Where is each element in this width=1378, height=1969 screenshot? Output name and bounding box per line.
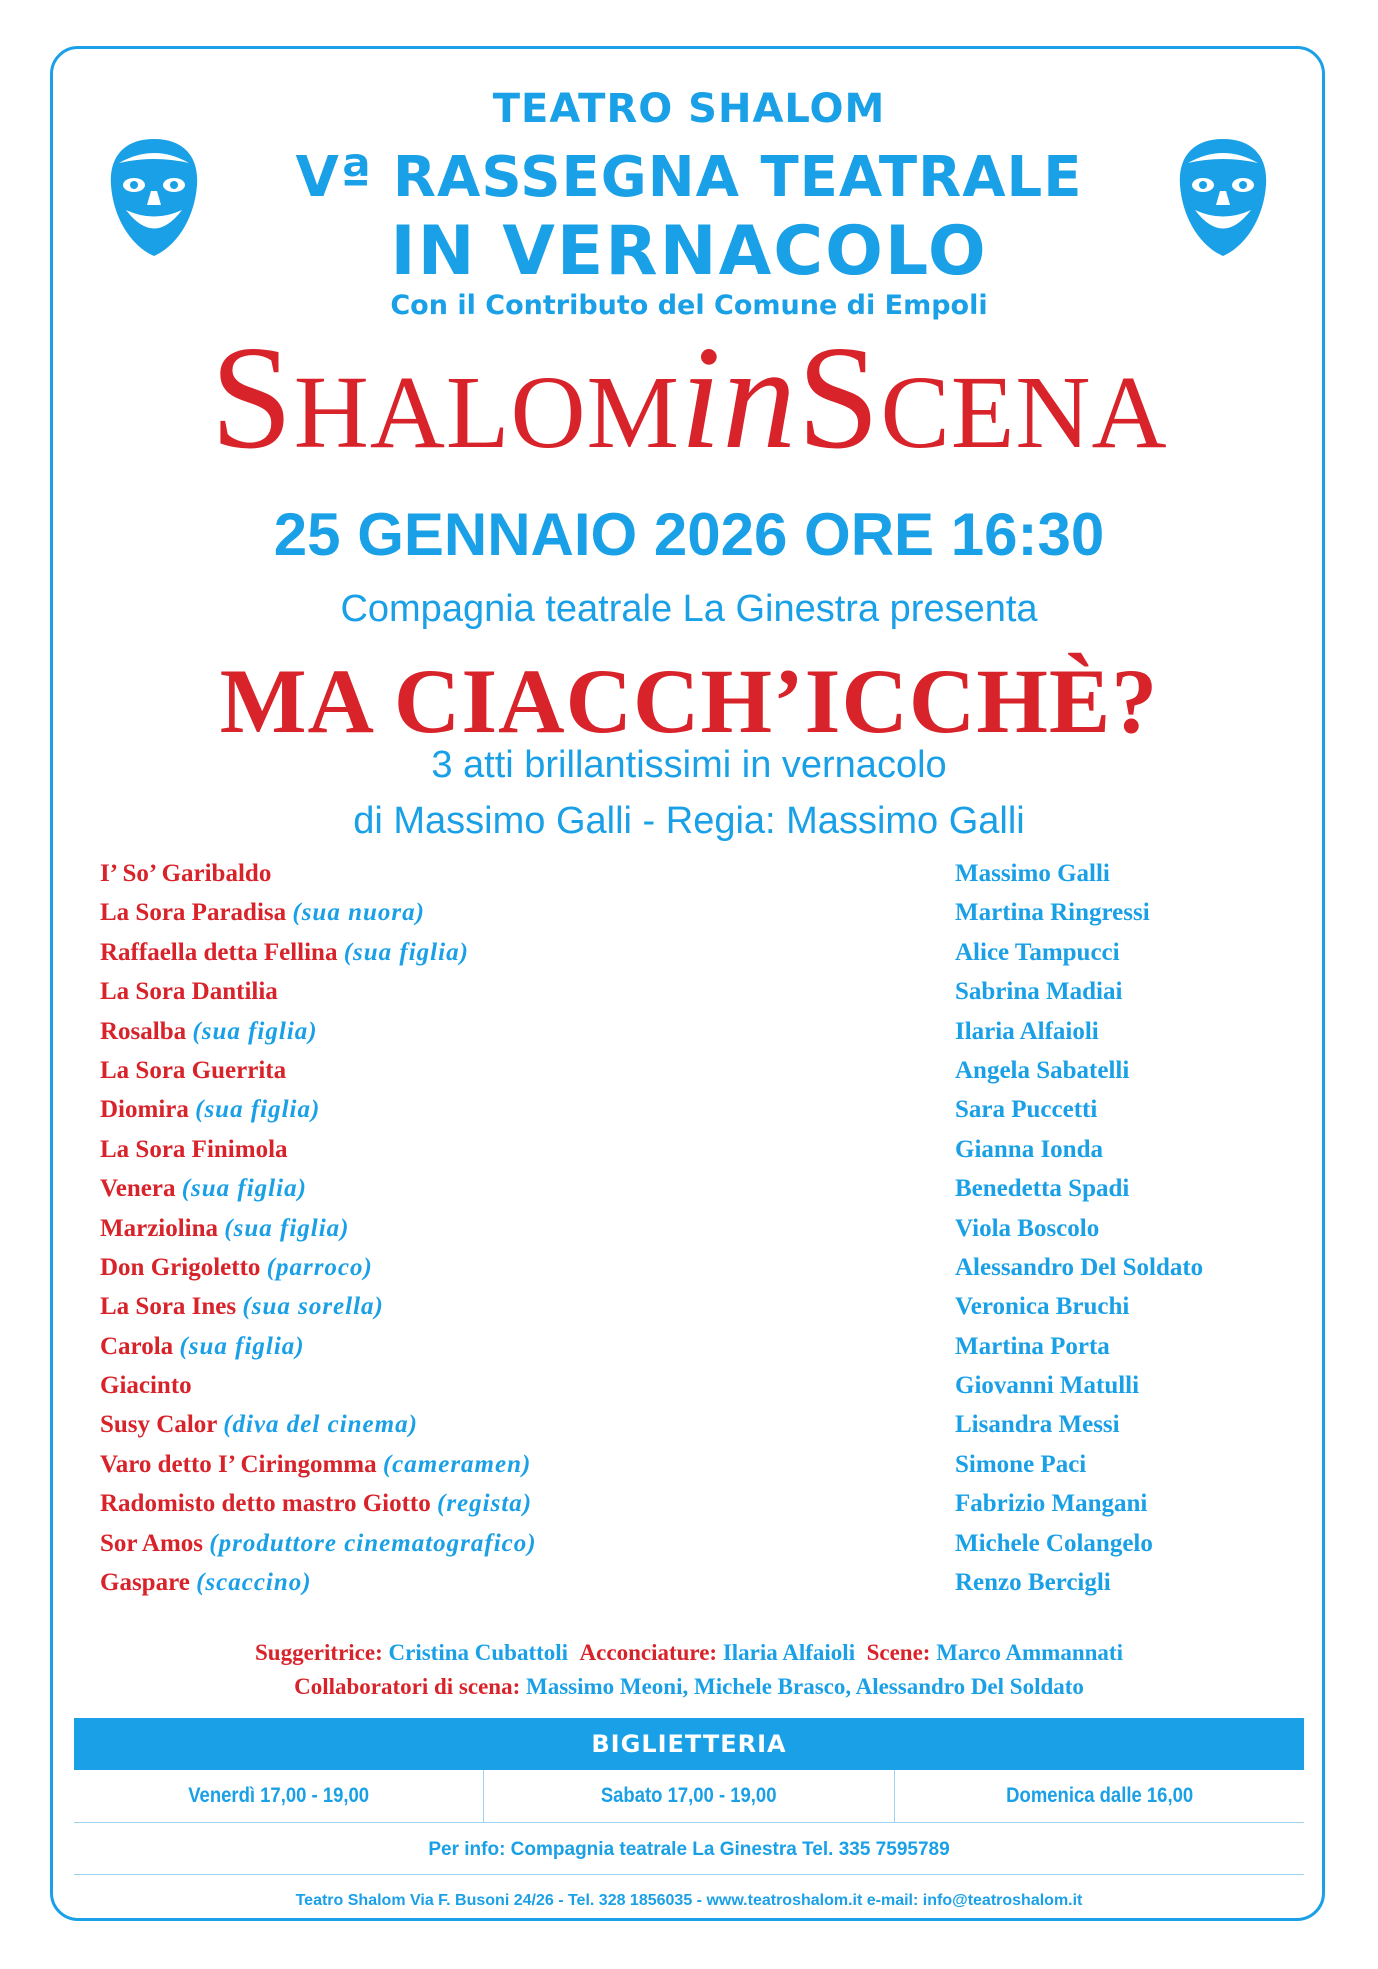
character-label: I’ So’ Garibaldo xyxy=(100,860,272,887)
character-label: Susy Calor xyxy=(100,1411,217,1439)
theater-name: TEATRO SHALOM xyxy=(492,86,886,132)
character-name xyxy=(100,1136,288,1164)
character-note: (cameramen) xyxy=(382,1450,532,1478)
cast-list xyxy=(100,860,1280,1608)
actor-name: Sabrina Madiai xyxy=(955,978,1123,1006)
character-label: Raffaella detta Fellina xyxy=(100,938,338,966)
play-author: di Massimo Galli - Regia: Massimo Galli xyxy=(353,800,1025,842)
divider xyxy=(894,1770,895,1822)
actor-name: Massimo Galli xyxy=(955,860,1110,887)
character-name xyxy=(100,1057,286,1085)
hours-sunday: Domenica dalle 16,00 xyxy=(1005,1784,1193,1807)
character-name xyxy=(100,1293,384,1321)
character-label: La Sora Finimola xyxy=(100,1135,288,1163)
play-subtitle: 3 atti brillantissimi in vernacolo xyxy=(431,744,947,786)
event-logo xyxy=(0,318,1378,478)
box-office-header: BIGLIETTERIA xyxy=(74,1718,1304,1770)
character-note: (parroco) xyxy=(266,1253,373,1281)
character-note: (sua figlia) xyxy=(181,1175,307,1203)
character-label: La Sora Guerrita xyxy=(100,1056,287,1084)
event-date: 25 GENNAIO 2026 ORE 16:30 xyxy=(273,501,1105,568)
actor-name: Martina Ringressi xyxy=(955,899,1150,927)
character-label: Venera xyxy=(100,1175,176,1203)
logo-part-shalom: Shalom xyxy=(210,316,681,480)
character-note: (diva del cinema) xyxy=(223,1411,418,1439)
box-office-table xyxy=(74,1718,1304,1823)
actor-name: Giovanni Matulli xyxy=(955,1372,1140,1400)
cast-row xyxy=(100,860,1280,899)
actor-name: Benedetta Spadi xyxy=(955,1175,1130,1203)
character-label: Gaspare xyxy=(100,1569,190,1597)
credit-value: Ilaria Alfaioli xyxy=(722,1640,856,1665)
cast-row xyxy=(100,1096,1280,1135)
cast-row xyxy=(100,1018,1280,1057)
cast-row xyxy=(100,1215,1280,1254)
character-label: Don Grigoletto xyxy=(100,1253,261,1281)
cast-row xyxy=(100,899,1280,938)
cast-row xyxy=(100,939,1280,978)
actor-name: Alice Tampucci xyxy=(955,938,1120,966)
cast-row xyxy=(100,1333,1280,1372)
hours-saturday: Sabato 17,00 - 19,00 xyxy=(601,1784,777,1807)
credit-label: Suggeritrice: xyxy=(255,1640,383,1665)
info-line: Per info: Compagnia teatrale La Ginestra Tel. 335 7595789 xyxy=(74,1826,1304,1875)
character-note: (regista) xyxy=(437,1490,533,1518)
character-label: Diomira xyxy=(100,1096,189,1124)
festival-title: Vª RASSEGNA TEATRALE xyxy=(295,145,1083,210)
actor-name: Ilaria Alfaioli xyxy=(955,1017,1099,1045)
cast-row xyxy=(100,1293,1280,1332)
cast-row xyxy=(100,1057,1280,1096)
festival-subtitle: IN VERNACOLO xyxy=(390,212,988,291)
cast-row xyxy=(100,1530,1280,1569)
character-name xyxy=(100,1175,307,1203)
actor-name: Fabrizio Mangani xyxy=(955,1490,1148,1518)
credit-value: Cristina Cubattoli xyxy=(388,1640,569,1665)
character-note: (sua figlia) xyxy=(195,1096,321,1124)
character-name xyxy=(100,1096,320,1124)
actor-name: Martina Porta xyxy=(955,1332,1110,1360)
character-note: (sua figlia) xyxy=(179,1332,305,1360)
credits-line-2 xyxy=(0,1674,1378,1700)
character-name xyxy=(100,1569,312,1597)
cast-row xyxy=(100,1136,1280,1175)
character-label: Sor Amos xyxy=(100,1529,204,1557)
credit-label: Collaboratori di scena: xyxy=(294,1674,521,1699)
character-name xyxy=(100,1018,318,1046)
credits-line-1 xyxy=(0,1640,1378,1666)
character-note: (sua sorella) xyxy=(242,1293,384,1321)
footer-contacts: Teatro Shalom Via F. Busoni 24/26 - Tel. 328 1856035 - www.teatroshalom.it e-mail: info@teatroshalom.it xyxy=(295,1892,1083,1909)
cast-row xyxy=(100,1451,1280,1490)
character-note: (produttore cinematografico) xyxy=(209,1529,537,1557)
cast-row xyxy=(100,1175,1280,1214)
character-label: Carola xyxy=(100,1332,174,1360)
sponsor-line: Con il Contributo del Comune di Empoli xyxy=(390,290,988,321)
credit-label: Scene: xyxy=(866,1640,931,1665)
actor-name: Gianna Ionda xyxy=(955,1135,1103,1163)
character-note: (sua figlia) xyxy=(343,938,469,966)
character-note: (sua figlia) xyxy=(192,1017,318,1045)
character-name xyxy=(100,860,271,888)
logo-part-scena: Scena xyxy=(797,316,1168,480)
character-label: Radomisto detto mastro Giotto xyxy=(100,1490,431,1518)
actor-name: Michele Colangelo xyxy=(955,1529,1153,1557)
hours-friday: Venerdì 17,00 - 19,00 xyxy=(188,1784,370,1807)
character-label: Rosalba xyxy=(100,1017,187,1045)
character-name xyxy=(100,1215,349,1243)
character-name xyxy=(100,1411,418,1439)
cast-row xyxy=(100,1569,1280,1608)
credit-value: Massimo Meoni, Michele Brasco, Alessandro Del Soldato xyxy=(525,1674,1084,1699)
character-name xyxy=(100,1490,532,1518)
actor-name: Sara Puccetti xyxy=(955,1096,1098,1124)
character-name xyxy=(100,1254,373,1282)
character-label: La Sora Dantilia xyxy=(100,978,278,1006)
cast-row xyxy=(100,1490,1280,1529)
cast-row xyxy=(100,978,1280,1017)
cast-row xyxy=(100,1411,1280,1450)
credit-label: Acconciature: xyxy=(579,1640,718,1665)
character-name xyxy=(100,1530,537,1558)
character-note: (sua nuora) xyxy=(292,899,425,927)
character-name xyxy=(100,1372,192,1400)
character-label: La Sora Ines xyxy=(100,1293,237,1321)
actor-name: Viola Boscolo xyxy=(955,1214,1100,1242)
actor-name: Renzo Bercigli xyxy=(955,1569,1111,1597)
character-label: Marziolina xyxy=(100,1214,219,1242)
character-name xyxy=(100,939,469,967)
cast-row xyxy=(100,1254,1280,1293)
box-office-hours xyxy=(74,1770,1304,1823)
cast-row xyxy=(100,1372,1280,1411)
actor-name: Alessandro Del Soldato xyxy=(955,1253,1204,1281)
character-label: La Sora Paradisa xyxy=(100,899,287,927)
character-note: (scaccino) xyxy=(196,1569,312,1597)
company-presents: Compagnia teatrale La Ginestra presenta xyxy=(340,588,1038,630)
actor-name: Simone Paci xyxy=(955,1450,1087,1478)
character-label: Varo detto I’ Ciringomma xyxy=(100,1450,377,1478)
character-label: Giacinto xyxy=(100,1372,192,1400)
play-title: MA CIACCH’ICCHÈ? xyxy=(219,650,1159,752)
logo-part-in: in xyxy=(680,316,798,480)
credit-value: Marco Ammannati xyxy=(936,1640,1123,1665)
character-name xyxy=(100,1333,305,1361)
character-name xyxy=(100,978,278,1006)
actor-name: Veronica Bruchi xyxy=(955,1293,1130,1321)
character-name xyxy=(100,899,425,927)
actor-name: Lisandra Messi xyxy=(955,1411,1120,1439)
character-note: (sua figlia) xyxy=(224,1214,350,1242)
divider xyxy=(483,1770,484,1822)
character-name xyxy=(100,1451,531,1479)
actor-name: Angela Sabatelli xyxy=(955,1056,1130,1084)
